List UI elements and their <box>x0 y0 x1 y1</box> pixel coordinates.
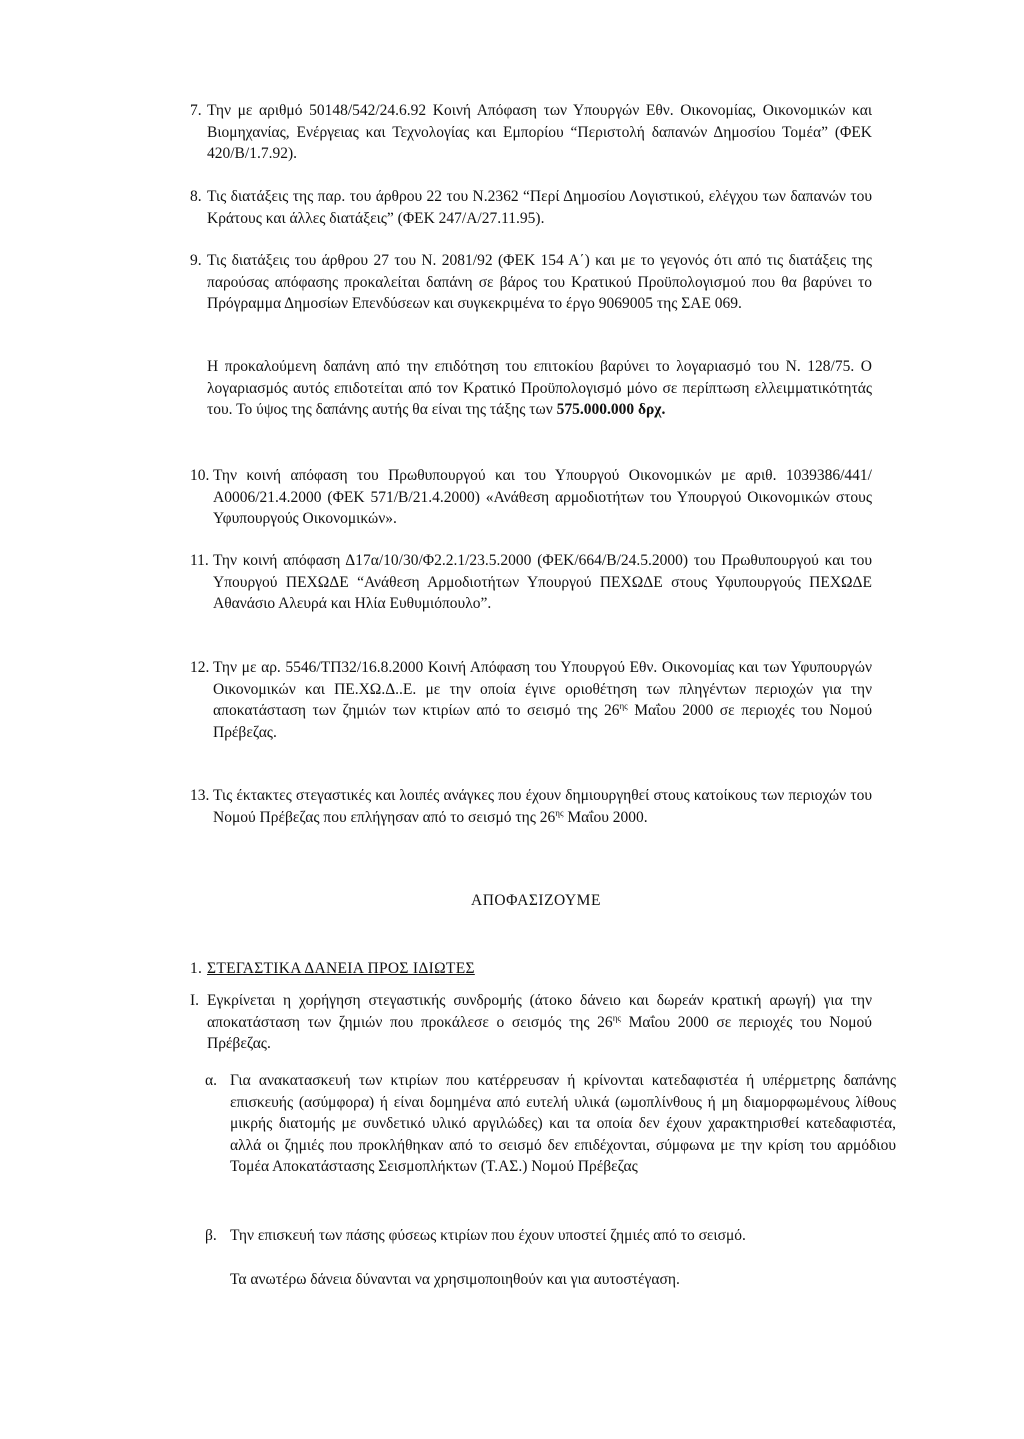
clause-number: 9. <box>190 252 202 269</box>
clause-text: Την με αριθμό 50148/542/24.6.92 Κοινή Απόφαση των Υπουργών Εθν. Οικονομίας, Οικονομικών και Βιομηχανίας, Ενέργειας και Τεχνολογίας και Εμπορίου “Περιστολή δαπανών Δημοσίου Τομέα” (ΦΕΚ 420/Β/1.7.92). <box>207 102 872 162</box>
subitem-b-number: β. <box>205 1227 217 1244</box>
clause-9 <box>190 250 872 315</box>
paragraph-text: Η προκαλούμενη δαπάνη από την επιδότηση του επιτοκίου βαρύνει το λογαριασμό του Ν. 128/75. Ο λογαριασμός αυτός επιδοτείται από τον Κρατικό Προϋπολογισμό μόνο σε περίπτωση ελλειμματικότητάς του. Το ύψος της δαπάνης αυτής θα είναι της τάξης των <box>207 358 872 418</box>
clause-text-end: Μαΐου 2000. <box>563 808 648 826</box>
clause-number: 10. <box>190 467 210 484</box>
clause-text: Τις διατάξεις της παρ. του άρθρου 22 του Ν.2362 “Περί Δημοσίου Λογιστικού, ελέγχου των δαπανών του Κράτους και άλλες διατάξεις” (ΦΕΚ 247/Α/27.11.95). <box>207 188 872 227</box>
subitem-a-text: Για ανακατασκευή των κτιρίων που κατέρρευσαν ή κρίνονται κατεδαφιστέα ή υπέρμετρης δαπάνης επισκευής (ασύμφορα) ή είναι δομημένα από ευτελή υλικά (ωμοπλίνθους ή μη διαμορφωμένους λίθους μικρής διατομής με συνδετικό υλικό αργιλώδες) και τα οποία δεν έχουν χαρακτηρισθεί κατεδαφιστέα, αλλά οι ζημιές που προκλήθηκαν από το σεισμό δεν επιδέχονται, σύμφωνα με την κρίση του αρμόδιου Τομέα Αποκατάστασης Σεισμοπλήκτων (Τ.ΑΣ.) Νομού Πρέβεζας <box>230 1072 896 1175</box>
clause-text-end: Μαΐου 2000 σε περιοχές του Νομού Πρέβεζας. <box>213 702 872 741</box>
section-number: 1. <box>190 960 203 977</box>
section-title-text: ΣΤΕΓΑΣΤΙΚΑ ΔΑΝΕΙΑ ΠΡΟΣ ΙΔΙΩΤΕΣ <box>207 960 475 977</box>
clause-number: 12. <box>190 659 210 676</box>
clause-12 <box>190 657 872 743</box>
clause-number: 7. <box>190 102 202 119</box>
clause-11 <box>190 550 872 615</box>
section-item-I <box>190 990 872 1055</box>
clause-text: Την με αρ. 5546/ΤΠ32/16.8.2000 Κοινή Απόφαση του Υπουργού Εθν. Οικονομίας και των Υφυπουργών Οικονομικών και ΠΕ.ΧΩ.Δ..Ε. με την οποία έγινε οριοθέτηση των πληγέντων περιοχών για την αποκατάσταση των ζημιών των κτιρίων από το σεισμό της 26 <box>213 659 872 719</box>
amount-value: 575.000.000 δρχ. <box>556 401 666 418</box>
clause-text: Τις έκτακτες στεγαστικές και λοιπές ανάγκες που έχουν δημιουργηθεί στους κατοίκους των περιοχών του Νομού Πρέβεζας που επλήγησαν από το σεισμό της 26 <box>213 787 872 826</box>
ordinal-suffix: ης <box>612 1012 621 1023</box>
subitem-a-number: α. <box>205 1072 217 1089</box>
clause-text: Τις διατάξεις του άρθρου 27 του Ν. 2081/92 (ΦΕΚ 154 Α΄) και με το γεγονός ότι από τις διατάξεις της παρούσας απόφασης προκαλείται δαπάνη σε βάρος του Κρατικού Προϋπολογισμού που θα βαρύνει το Πρόγραμμα Δημοσίων Επενδύσεων και συγκεκριμένα το έργο 9069005 της ΣΑΕ 069. <box>207 252 872 312</box>
decision-heading: ΑΠΟΦΑΣΙΖΟΥΜΕ <box>471 892 601 909</box>
section-title <box>190 958 475 980</box>
ordinal-suffix: ης <box>619 700 628 711</box>
clause-9-paragraph <box>207 356 872 421</box>
item-number: Ι. <box>190 992 200 1009</box>
clause-10 <box>190 465 872 530</box>
subitem-b-text: Την επισκευή των πάσης φύσεως κτιρίων που έχουν υποστεί ζημιές από το σεισμό. <box>230 1227 746 1244</box>
clause-text: Την κοινή απόφαση του Πρωθυπουργού και του Υπουργού Οικονομικών με αριθ. 1039386/441/Α0006/21.4.2000 (ΦΕΚ 571/Β/21.4.2000) «Ανάθεση αρμοδιοτήτων του Υπουργού Οικονομικών στους Υφυπουργούς Οικονομικών». <box>213 467 872 527</box>
clause-13 <box>190 785 872 828</box>
clause-text: Την κοινή απόφαση Δ17α/10/30/Φ2.2.1/23.5.2000 (ΦΕΚ/664/Β/24.5.2000) του Πρωθυπουργού και του Υπουργού ΠΕΧΩΔΕ “Ανάθεση Αρμοδιοτήτων Υπουργού ΠΕΧΩΔΕ στους Υφυπουργούς ΠΕΧΩΔΕ Αθανάσιο Αλευρά και Ηλία Ευθυμιόπουλο”. <box>213 552 872 612</box>
clause-number: 11. <box>190 552 209 569</box>
ordinal-suffix: ης <box>555 807 564 818</box>
clause-number: 8. <box>190 188 202 205</box>
subitem-b-note: Τα ανωτέρω δάνεια δύνανται να χρησιμοποιηθούν και για αυτοστέγαση. <box>230 1271 680 1288</box>
clause-number: 13. <box>190 787 210 804</box>
item-text-end: Μαΐου 2000 σε περιοχές του Νομού Πρέβεζας. <box>207 1013 872 1052</box>
item-text: Εγκρίνεται η χορήγηση στεγαστικής συνδρομής (άτοκο δάνειο και δωρεάν κρατική αρωγή) για την αποκατάσταση των ζημιών που προκάλεσε ο σεισμός της 26 <box>207 992 872 1031</box>
clause-7 <box>190 100 872 165</box>
clause-8 <box>190 186 872 229</box>
